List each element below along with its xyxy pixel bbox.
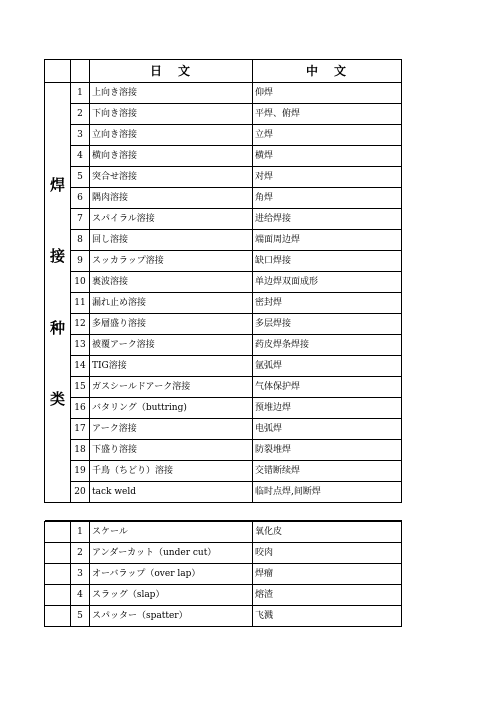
chinese-term: 密封焊 [253, 293, 402, 314]
chinese-term: 端面周边焊 [253, 230, 402, 251]
chinese-term: 单边焊双面成形 [253, 272, 402, 293]
row-number: 13 [71, 335, 90, 356]
table-row [45, 440, 402, 461]
row-number: 10 [71, 272, 90, 293]
japanese-term: オーバラップ（over lap） [90, 564, 253, 585]
row-number: 12 [71, 314, 90, 335]
header-japanese: 日 文 [90, 60, 253, 83]
chinese-term: 临时点焊,间断焊 [253, 482, 402, 503]
table-row [45, 585, 402, 606]
japanese-term: 下向き溶接 [90, 104, 253, 125]
row-number: 15 [71, 377, 90, 398]
japanese-term: 突合せ溶接 [90, 167, 253, 188]
japanese-term: 回し溶接 [90, 230, 253, 251]
row-number: 2 [71, 543, 90, 564]
japanese-term: 千鳥（ちどり）溶接 [90, 461, 253, 482]
row-number: 18 [71, 440, 90, 461]
welding-types-table [44, 59, 402, 503]
chinese-term: 咬肉 [253, 543, 402, 564]
row-number: 9 [71, 251, 90, 272]
chinese-term: 氧化皮 [253, 522, 402, 543]
table-row [45, 125, 402, 146]
row-number: 6 [71, 188, 90, 209]
japanese-term: アンダーカット（under cut） [90, 543, 253, 564]
chinese-term: 药皮焊条焊接 [253, 335, 402, 356]
row-number: 19 [71, 461, 90, 482]
table-row [45, 230, 402, 251]
table-row [45, 209, 402, 230]
japanese-term: アーク溶接 [90, 419, 253, 440]
row-number: 8 [71, 230, 90, 251]
japanese-term: 漏れ止め溶接 [90, 293, 253, 314]
table-row [45, 461, 402, 482]
blank-cell [45, 564, 71, 585]
chinese-term: 多层焊接 [253, 314, 402, 335]
chinese-term: 电弧焊 [253, 419, 402, 440]
header-chinese: 中 文 [253, 60, 402, 83]
chinese-term: 缺口焊接 [253, 251, 402, 272]
chinese-term: 预堆边焊 [253, 398, 402, 419]
table-row [45, 188, 402, 209]
japanese-term: 下盛り溶接 [90, 440, 253, 461]
table-header-row [45, 60, 402, 83]
row-number: 20 [71, 482, 90, 503]
chinese-term: 角焊 [253, 188, 402, 209]
row-number: 3 [71, 564, 90, 585]
row-number: 2 [71, 104, 90, 125]
table-row [45, 522, 402, 543]
japanese-term: 隅肉溶接 [90, 188, 253, 209]
chinese-term: 对焊 [253, 167, 402, 188]
blank-cell [45, 543, 71, 564]
row-number: 11 [71, 293, 90, 314]
chinese-term: 立焊 [253, 125, 402, 146]
table-row [45, 482, 402, 503]
header-blank-num [71, 60, 90, 83]
row-number: 3 [71, 125, 90, 146]
japanese-term: バタリング（buttring) [90, 398, 253, 419]
japanese-term: スケール [90, 522, 253, 543]
category-char: 类 [49, 390, 65, 409]
weld-defects-table [44, 520, 402, 627]
chinese-term: 氩弧焊 [253, 356, 402, 377]
table-row [45, 398, 402, 419]
row-number: 5 [71, 606, 90, 627]
japanese-term: スパイラル溶接 [90, 209, 253, 230]
blank-cell [45, 585, 71, 606]
category-char: 接 [49, 247, 65, 266]
table-row [45, 606, 402, 627]
row-number: 4 [71, 146, 90, 167]
row-number: 16 [71, 398, 90, 419]
table-row [45, 272, 402, 293]
chinese-term: 焊瘤 [253, 564, 402, 585]
japanese-term: 裏波溶接 [90, 272, 253, 293]
row-number: 7 [71, 209, 90, 230]
header-blank-cat [45, 60, 71, 83]
japanese-term: 多層盛り溶接 [90, 314, 253, 335]
category-label [45, 175, 70, 409]
chinese-term: 气体保护焊 [253, 377, 402, 398]
japanese-term: 被覆アーク溶接 [90, 335, 253, 356]
table-row [45, 167, 402, 188]
category-cell [45, 83, 71, 503]
row-number: 14 [71, 356, 90, 377]
table-row [45, 335, 402, 356]
row-number: 4 [71, 585, 90, 606]
table-row [45, 146, 402, 167]
chinese-term: 交错断续焊 [253, 461, 402, 482]
table-row [45, 293, 402, 314]
chinese-term: 进给焊接 [253, 209, 402, 230]
table-row [45, 251, 402, 272]
table-row [45, 543, 402, 564]
row-number: 1 [71, 522, 90, 543]
table-row [45, 83, 402, 104]
table-row [45, 377, 402, 398]
japanese-term: 横向き溶接 [90, 146, 253, 167]
blank-cell [45, 606, 71, 627]
table-row [45, 564, 402, 585]
chinese-term: 横焊 [253, 146, 402, 167]
table-row [45, 104, 402, 125]
japanese-term: 立向き溶接 [90, 125, 253, 146]
row-number: 1 [71, 83, 90, 104]
category-char: 种 [49, 318, 65, 337]
chinese-term: 防裂堆焊 [253, 440, 402, 461]
category-char: 焊 [49, 175, 65, 194]
japanese-term: スラッグ（slap） [90, 585, 253, 606]
chinese-term: 熔渣 [253, 585, 402, 606]
japanese-term: ガスシールドアーク溶接 [90, 377, 253, 398]
japanese-term: TIG溶接 [90, 356, 253, 377]
table-row [45, 356, 402, 377]
blank-cell [45, 522, 71, 543]
chinese-term: 平焊、俯焊 [253, 104, 402, 125]
chinese-term: 飞溅 [253, 606, 402, 627]
table-row [45, 419, 402, 440]
japanese-term: 上向き溶接 [90, 83, 253, 104]
japanese-term: スパッター（spatter） [90, 606, 253, 627]
row-number: 17 [71, 419, 90, 440]
chinese-term: 仰焊 [253, 83, 402, 104]
row-number: 5 [71, 167, 90, 188]
japanese-term: スッカラップ溶接 [90, 251, 253, 272]
table-row [45, 314, 402, 335]
japanese-term: tack weld [90, 482, 253, 503]
